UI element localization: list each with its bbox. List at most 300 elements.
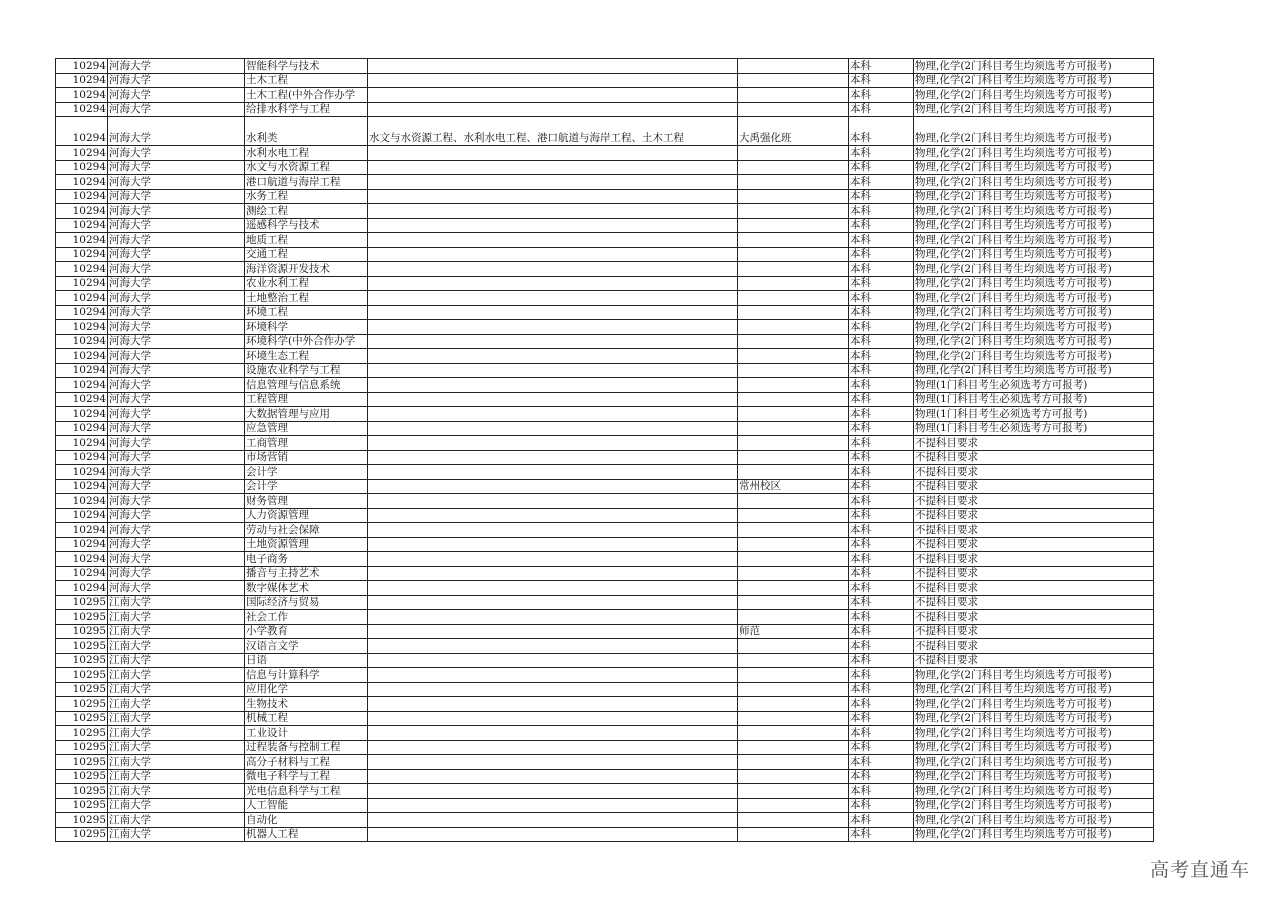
level-cell: 本科 [849, 523, 914, 538]
remark-cell [738, 610, 849, 625]
included-majors-cell [368, 769, 738, 784]
school-name-cell: 河海大学 [108, 479, 245, 494]
remark-cell [738, 378, 849, 393]
school-code-cell: 10294 [56, 305, 108, 320]
table-row [56, 117, 1154, 146]
included-majors-cell [368, 682, 738, 697]
included-majors-cell [368, 204, 738, 219]
table-row [56, 450, 1154, 465]
remark-cell [738, 450, 849, 465]
school-code-cell: 10294 [56, 566, 108, 581]
school-name-cell: 江南大学 [108, 639, 245, 654]
subject-requirement-cell: 不提科目要求 [914, 465, 1154, 480]
school-name-cell: 江南大学 [108, 653, 245, 668]
school-name-cell: 河海大学 [108, 175, 245, 190]
table-row [56, 465, 1154, 480]
remark-cell [738, 175, 849, 190]
school-code-cell: 10294 [56, 494, 108, 509]
remark-cell [738, 59, 849, 74]
remark-cell [738, 436, 849, 451]
subject-requirement-cell: 物理,化学(2门科目考生均须选考方可报考) [914, 320, 1154, 335]
table-row [56, 88, 1154, 103]
level-cell: 本科 [849, 436, 914, 451]
table-row [56, 334, 1154, 349]
major-name-cell: 微电子科学与工程 [245, 769, 368, 784]
school-code-cell: 10294 [56, 523, 108, 538]
school-code-cell: 10295 [56, 697, 108, 712]
school-code-cell: 10294 [56, 421, 108, 436]
remark-cell [738, 334, 849, 349]
school-code-cell: 10294 [56, 508, 108, 523]
subject-requirement-cell: 不提科目要求 [914, 639, 1154, 654]
school-code-cell: 10294 [56, 262, 108, 277]
major-name-cell: 土地整治工程 [245, 291, 368, 306]
school-name-cell: 江南大学 [108, 798, 245, 813]
major-name-cell: 水文与水资源工程 [245, 160, 368, 175]
school-name-cell: 河海大学 [108, 392, 245, 407]
level-cell: 本科 [849, 218, 914, 233]
level-cell: 本科 [849, 392, 914, 407]
school-code-cell: 10295 [56, 827, 108, 842]
remark-cell [738, 320, 849, 335]
remark-cell [738, 407, 849, 422]
subject-requirement-cell: 物理,化学(2门科目考生均须选考方可报考) [914, 175, 1154, 190]
subject-requirement-cell: 物理,化学(2门科目考生均须选考方可报考) [914, 363, 1154, 378]
major-name-cell: 水利水电工程 [245, 146, 368, 161]
major-name-cell: 智能科学与技术 [245, 59, 368, 74]
school-name-cell: 河海大学 [108, 262, 245, 277]
major-name-cell: 应急管理 [245, 421, 368, 436]
level-cell: 本科 [849, 726, 914, 741]
subject-requirement-cell: 物理,化学(2门科目考生均须选考方可报考) [914, 233, 1154, 248]
included-majors-cell [368, 291, 738, 306]
included-majors-cell [368, 175, 738, 190]
level-cell: 本科 [849, 813, 914, 828]
school-name-cell: 河海大学 [108, 421, 245, 436]
watermark-text: 高考直通车 [1149, 859, 1250, 881]
included-majors-cell [368, 262, 738, 277]
major-name-cell: 港口航道与海岸工程 [245, 175, 368, 190]
table-row [56, 610, 1154, 625]
table-row [56, 204, 1154, 219]
level-cell: 本科 [849, 755, 914, 770]
table-row [56, 262, 1154, 277]
included-majors-cell [368, 146, 738, 161]
level-cell: 本科 [849, 581, 914, 596]
level-cell: 本科 [849, 88, 914, 103]
school-code-cell: 10294 [56, 276, 108, 291]
included-majors-cell [368, 639, 738, 654]
included-majors-cell [368, 276, 738, 291]
major-name-cell: 播音与主持艺术 [245, 566, 368, 581]
level-cell: 本科 [849, 595, 914, 610]
subject-requirement-cell: 物理,化学(2门科目考生均须选考方可报考) [914, 189, 1154, 204]
school-code-cell: 10294 [56, 204, 108, 219]
level-cell: 本科 [849, 407, 914, 422]
level-cell: 本科 [849, 537, 914, 552]
major-name-cell: 应用化学 [245, 682, 368, 697]
included-majors-cell [368, 798, 738, 813]
level-cell: 本科 [849, 639, 914, 654]
included-majors-cell [368, 711, 738, 726]
school-name-cell: 河海大学 [108, 276, 245, 291]
included-majors-cell [368, 595, 738, 610]
table-row [56, 537, 1154, 552]
table-row [56, 769, 1154, 784]
school-name-cell: 江南大学 [108, 726, 245, 741]
school-name-cell: 河海大学 [108, 204, 245, 219]
school-code-cell: 10295 [56, 682, 108, 697]
remark-cell [738, 653, 849, 668]
school-code-cell: 10295 [56, 639, 108, 654]
school-code-cell: 10294 [56, 581, 108, 596]
table-row [56, 595, 1154, 610]
school-code-cell: 10295 [56, 711, 108, 726]
level-cell: 本科 [849, 291, 914, 306]
subject-requirement-cell: 物理,化学(2门科目考生均须选考方可报考) [914, 769, 1154, 784]
included-majors-cell [368, 566, 738, 581]
school-code-cell: 10294 [56, 117, 108, 146]
school-code-cell: 10294 [56, 407, 108, 422]
school-code-cell: 10294 [56, 320, 108, 335]
included-majors-cell [368, 552, 738, 567]
table-row [56, 508, 1154, 523]
included-majors-cell: 水文与水资源工程、水利水电工程、港口航道与海岸工程、土木工程 [368, 117, 738, 146]
included-majors-cell [368, 813, 738, 828]
subject-requirement-cell: 不提科目要求 [914, 479, 1154, 494]
remark-cell [738, 595, 849, 610]
level-cell: 本科 [849, 117, 914, 146]
school-name-cell: 河海大学 [108, 233, 245, 248]
included-majors-cell [368, 59, 738, 74]
school-code-cell: 10294 [56, 378, 108, 393]
level-cell: 本科 [849, 334, 914, 349]
school-name-cell: 河海大学 [108, 407, 245, 422]
subject-requirement-cell: 不提科目要求 [914, 508, 1154, 523]
remark-cell [738, 392, 849, 407]
school-name-cell: 河海大学 [108, 73, 245, 88]
major-name-cell: 高分子材料与工程 [245, 755, 368, 770]
school-code-cell: 10294 [56, 479, 108, 494]
major-name-cell: 市场营销 [245, 450, 368, 465]
subject-requirement-cell: 物理,化学(2门科目考生均须选考方可报考) [914, 305, 1154, 320]
remark-cell [738, 755, 849, 770]
table-row [56, 813, 1154, 828]
subject-requirement-cell: 物理,化学(2门科目考生均须选考方可报考) [914, 798, 1154, 813]
school-name-cell: 河海大学 [108, 117, 245, 146]
school-code-cell: 10294 [56, 291, 108, 306]
major-name-cell: 社会工作 [245, 610, 368, 625]
table-row [56, 407, 1154, 422]
subject-requirement-cell: 物理,化学(2门科目考生均须选考方可报考) [914, 218, 1154, 233]
subject-requirement-cell: 物理,化学(2门科目考生均须选考方可报考) [914, 755, 1154, 770]
subject-requirement-cell: 物理,化学(2门科目考生均须选考方可报考) [914, 726, 1154, 741]
level-cell: 本科 [849, 102, 914, 117]
level-cell: 本科 [849, 450, 914, 465]
table-body [56, 59, 1154, 842]
school-name-cell: 江南大学 [108, 827, 245, 842]
school-name-cell: 河海大学 [108, 465, 245, 480]
school-code-cell: 10294 [56, 146, 108, 161]
school-name-cell: 河海大学 [108, 305, 245, 320]
included-majors-cell [368, 508, 738, 523]
subject-requirement-cell: 不提科目要求 [914, 450, 1154, 465]
table-row [56, 624, 1154, 639]
school-name-cell: 江南大学 [108, 682, 245, 697]
level-cell: 本科 [849, 552, 914, 567]
remark-cell [738, 581, 849, 596]
included-majors-cell [368, 305, 738, 320]
table-row [56, 160, 1154, 175]
included-majors-cell [368, 827, 738, 842]
remark-cell [738, 726, 849, 741]
included-majors-cell [368, 334, 738, 349]
subject-requirement-cell: 物理,化学(2门科目考生均须选考方可报考) [914, 827, 1154, 842]
remark-cell [738, 363, 849, 378]
remark-cell [738, 160, 849, 175]
remark-cell [738, 552, 849, 567]
subject-requirement-cell: 物理,化学(2门科目考生均须选考方可报考) [914, 88, 1154, 103]
remark-cell [738, 218, 849, 233]
major-name-cell: 信息管理与信息系统 [245, 378, 368, 393]
major-name-cell: 光电信息科学与工程 [245, 784, 368, 799]
school-name-cell: 河海大学 [108, 552, 245, 567]
included-majors-cell [368, 349, 738, 364]
admission-subject-table [55, 58, 1154, 842]
major-name-cell: 海洋资源开发技术 [245, 262, 368, 277]
subject-requirement-cell: 不提科目要求 [914, 595, 1154, 610]
subject-requirement-cell: 不提科目要求 [914, 581, 1154, 596]
included-majors-cell [368, 247, 738, 262]
remark-cell [738, 798, 849, 813]
subject-requirement-cell: 不提科目要求 [914, 494, 1154, 509]
level-cell: 本科 [849, 566, 914, 581]
school-code-cell: 10294 [56, 102, 108, 117]
remark-cell [738, 349, 849, 364]
level-cell: 本科 [849, 320, 914, 335]
subject-requirement-cell: 物理,化学(2门科目考生均须选考方可报考) [914, 276, 1154, 291]
level-cell: 本科 [849, 740, 914, 755]
table-row [56, 291, 1154, 306]
school-code-cell: 10295 [56, 798, 108, 813]
school-name-cell: 河海大学 [108, 537, 245, 552]
subject-requirement-cell: 不提科目要求 [914, 653, 1154, 668]
included-majors-cell [368, 465, 738, 480]
school-code-cell: 10294 [56, 334, 108, 349]
table-row [56, 59, 1154, 74]
remark-cell [738, 204, 849, 219]
remark-cell [738, 697, 849, 712]
level-cell: 本科 [849, 769, 914, 784]
level-cell: 本科 [849, 610, 914, 625]
school-name-cell: 河海大学 [108, 436, 245, 451]
school-code-cell: 10294 [56, 88, 108, 103]
school-code-cell: 10294 [56, 233, 108, 248]
school-code-cell: 10295 [56, 740, 108, 755]
table-row [56, 436, 1154, 451]
subject-requirement-cell: 物理,化学(2门科目考生均须选考方可报考) [914, 813, 1154, 828]
included-majors-cell [368, 392, 738, 407]
table-row [56, 740, 1154, 755]
major-name-cell: 汉语言文学 [245, 639, 368, 654]
table-row [56, 349, 1154, 364]
included-majors-cell [368, 726, 738, 741]
table-row [56, 102, 1154, 117]
level-cell: 本科 [849, 682, 914, 697]
table-row [56, 378, 1154, 393]
table-row [56, 247, 1154, 262]
subject-requirement-cell: 物理,化学(2门科目考生均须选考方可报考) [914, 73, 1154, 88]
subject-requirement-cell: 物理,化学(2门科目考生均须选考方可报考) [914, 247, 1154, 262]
table-row [56, 320, 1154, 335]
table-row [56, 494, 1154, 509]
major-name-cell: 生物技术 [245, 697, 368, 712]
school-name-cell: 河海大学 [108, 566, 245, 581]
subject-requirement-cell: 物理,化学(2门科目考生均须选考方可报考) [914, 291, 1154, 306]
level-cell: 本科 [849, 668, 914, 683]
included-majors-cell [368, 233, 738, 248]
subject-requirement-cell: 物理,化学(2门科目考生均须选考方可报考) [914, 102, 1154, 117]
school-name-cell: 河海大学 [108, 146, 245, 161]
included-majors-cell [368, 378, 738, 393]
remark-cell [738, 813, 849, 828]
level-cell: 本科 [849, 798, 914, 813]
major-name-cell: 设施农业科学与工程 [245, 363, 368, 378]
school-name-cell: 河海大学 [108, 88, 245, 103]
school-name-cell: 河海大学 [108, 494, 245, 509]
subject-requirement-cell: 物理(1门科目考生必须选考方可报考) [914, 392, 1154, 407]
remark-cell [738, 566, 849, 581]
remark-cell [738, 769, 849, 784]
table-row [56, 784, 1154, 799]
school-name-cell: 河海大学 [108, 189, 245, 204]
school-code-cell: 10294 [56, 247, 108, 262]
subject-requirement-cell: 不提科目要求 [914, 610, 1154, 625]
remark-cell [738, 537, 849, 552]
subject-requirement-cell: 物理,化学(2门科目考生均须选考方可报考) [914, 711, 1154, 726]
school-code-cell: 10295 [56, 595, 108, 610]
school-name-cell: 江南大学 [108, 668, 245, 683]
level-cell: 本科 [849, 827, 914, 842]
school-name-cell: 江南大学 [108, 697, 245, 712]
major-name-cell: 水利类 [245, 117, 368, 146]
major-name-cell: 人力资源管理 [245, 508, 368, 523]
table-row [56, 523, 1154, 538]
school-code-cell: 10294 [56, 349, 108, 364]
remark-cell: 师范 [738, 624, 849, 639]
school-code-cell: 10294 [56, 363, 108, 378]
school-code-cell: 10295 [56, 813, 108, 828]
table-row [56, 73, 1154, 88]
school-name-cell: 江南大学 [108, 813, 245, 828]
school-code-cell: 10295 [56, 784, 108, 799]
included-majors-cell [368, 320, 738, 335]
included-majors-cell [368, 218, 738, 233]
school-name-cell: 江南大学 [108, 595, 245, 610]
level-cell: 本科 [849, 465, 914, 480]
remark-cell [738, 682, 849, 697]
school-code-cell: 10294 [56, 175, 108, 190]
major-name-cell: 日语 [245, 653, 368, 668]
major-name-cell: 人工智能 [245, 798, 368, 813]
subject-requirement-cell: 物理,化学(2门科目考生均须选考方可报考) [914, 682, 1154, 697]
subject-requirement-cell: 物理(1门科目考生必须选考方可报考) [914, 407, 1154, 422]
level-cell: 本科 [849, 305, 914, 320]
level-cell: 本科 [849, 349, 914, 364]
major-name-cell: 遥感科学与技术 [245, 218, 368, 233]
school-name-cell: 河海大学 [108, 581, 245, 596]
school-code-cell: 10294 [56, 436, 108, 451]
remark-cell [738, 784, 849, 799]
subject-requirement-cell: 物理,化学(2门科目考生均须选考方可报考) [914, 160, 1154, 175]
subject-requirement-cell: 物理,化学(2门科目考生均须选考方可报考) [914, 262, 1154, 277]
level-cell: 本科 [849, 363, 914, 378]
school-code-cell: 10295 [56, 726, 108, 741]
school-code-cell: 10295 [56, 624, 108, 639]
major-name-cell: 环境工程 [245, 305, 368, 320]
included-majors-cell [368, 581, 738, 596]
major-name-cell: 水务工程 [245, 189, 368, 204]
school-name-cell: 河海大学 [108, 450, 245, 465]
remark-cell [738, 465, 849, 480]
remark-cell: 大禹强化班 [738, 117, 849, 146]
included-majors-cell [368, 407, 738, 422]
table-row [56, 653, 1154, 668]
school-name-cell: 河海大学 [108, 349, 245, 364]
level-cell: 本科 [849, 146, 914, 161]
table-row [56, 566, 1154, 581]
remark-cell [738, 523, 849, 538]
school-name-cell: 江南大学 [108, 755, 245, 770]
school-name-cell: 江南大学 [108, 769, 245, 784]
included-majors-cell [368, 784, 738, 799]
level-cell: 本科 [849, 494, 914, 509]
included-majors-cell [368, 436, 738, 451]
school-name-cell: 河海大学 [108, 378, 245, 393]
level-cell: 本科 [849, 189, 914, 204]
subject-requirement-cell: 物理,化学(2门科目考生均须选考方可报考) [914, 668, 1154, 683]
major-name-cell: 大数据管理与应用 [245, 407, 368, 422]
remark-cell [738, 740, 849, 755]
included-majors-cell [368, 73, 738, 88]
major-name-cell: 环境科学(中外合作办学 [245, 334, 368, 349]
table-row [56, 479, 1154, 494]
major-name-cell: 测绘工程 [245, 204, 368, 219]
remark-cell [738, 102, 849, 117]
remark-cell [738, 711, 849, 726]
level-cell: 本科 [849, 697, 914, 712]
level-cell: 本科 [849, 276, 914, 291]
table-row [56, 552, 1154, 567]
major-name-cell: 国际经济与贸易 [245, 595, 368, 610]
remark-cell [738, 827, 849, 842]
school-code-cell: 10294 [56, 218, 108, 233]
major-name-cell: 环境科学 [245, 320, 368, 335]
major-name-cell: 工商管理 [245, 436, 368, 451]
major-name-cell: 交通工程 [245, 247, 368, 262]
subject-requirement-cell: 物理,化学(2门科目考生均须选考方可报考) [914, 697, 1154, 712]
level-cell: 本科 [849, 653, 914, 668]
major-name-cell: 机器人工程 [245, 827, 368, 842]
level-cell: 本科 [849, 247, 914, 262]
school-code-cell: 10295 [56, 769, 108, 784]
subject-requirement-cell: 不提科目要求 [914, 624, 1154, 639]
table-row [56, 146, 1154, 161]
remark-cell [738, 276, 849, 291]
subject-requirement-cell: 物理,化学(2门科目考生均须选考方可报考) [914, 204, 1154, 219]
included-majors-cell [368, 668, 738, 683]
school-name-cell: 江南大学 [108, 711, 245, 726]
